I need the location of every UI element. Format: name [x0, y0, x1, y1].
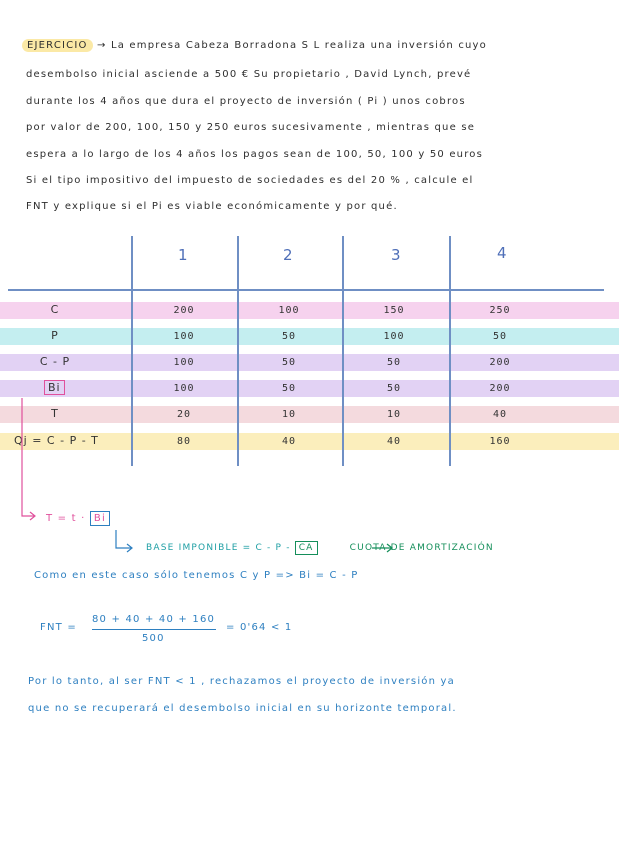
- table-cell: 50: [281, 357, 297, 368]
- row-label-c-p: C - P: [39, 355, 71, 368]
- problem-line-3: durante los 4 años que dura el proyecto de inversión ( Pi ) unos cobros: [26, 96, 466, 107]
- problem-line-7: FNT y explique si el Pi es viable económicamente y por qué.: [26, 201, 398, 212]
- table-cell: 100: [173, 331, 195, 342]
- table-cell: 40: [386, 436, 402, 447]
- table-cell: 50: [492, 331, 508, 342]
- table-cell: 50: [386, 383, 402, 394]
- row-label-t: T: [51, 407, 59, 420]
- row-label-qj: Qj = C - P - T: [14, 434, 99, 447]
- header-year-4: 4: [497, 244, 507, 262]
- table-cell: 40: [492, 409, 508, 420]
- conclusion-line-2: que no se recuperará el desembolso inicial en su horizonte temporal.: [28, 703, 457, 714]
- table-cell: 100: [278, 305, 300, 316]
- table-cell: 80: [176, 436, 192, 447]
- table-cell: 20: [176, 409, 192, 420]
- problem-line-2: desembolso inicial asciende a 500 € Su propietario , David Lynch, prevé: [26, 69, 472, 80]
- table-cell: 50: [281, 331, 297, 342]
- row-label-p: P: [51, 329, 59, 342]
- table-cell: 10: [386, 409, 402, 420]
- problem-line-4: por valor de 200, 100, 150 y 250 euros sucesivamente , mientras que se: [26, 122, 476, 133]
- header-year-2: 2: [283, 246, 293, 264]
- table-cell: 10: [281, 409, 297, 420]
- table-cell: 250: [489, 305, 511, 316]
- conclusion-line-1: Por lo tanto, al ser FNT < 1 , rechazamos el proyecto de inversión ya: [28, 676, 455, 687]
- base-line-suffix: CUOTA DE AMORTIZACIÓN: [349, 543, 494, 553]
- table-cell: 150: [383, 305, 405, 316]
- table-cell: 100: [383, 331, 405, 342]
- table-cell: 200: [489, 383, 511, 394]
- table-cell: 50: [386, 357, 402, 368]
- fnt-result: = 0'64 < 1: [226, 622, 293, 633]
- base-line-prefix: BASE IMPONIBLE = C - P -: [146, 543, 291, 553]
- tax-formula: [46, 513, 110, 524]
- table-cell: 40: [281, 436, 297, 447]
- header-year-3: 3: [391, 246, 401, 264]
- arrow-icon: →: [96, 40, 107, 51]
- fnt-denominator: 500: [142, 633, 165, 644]
- tax-formula-left: T = t ·: [46, 513, 86, 524]
- header-year-1: 1: [178, 246, 188, 264]
- table-cell: 100: [173, 383, 195, 394]
- base-line-box: CA: [295, 541, 318, 555]
- row-label-c: C: [50, 303, 60, 316]
- tax-formula-box: Bi: [90, 511, 110, 526]
- fnt-numerator: 80 + 40 + 40 + 160: [92, 614, 216, 625]
- problem-line-5: espera a lo largo de los 4 años los pagos sean de 100, 50, 100 y 50 euros: [26, 149, 484, 160]
- table-cell: 200: [173, 305, 195, 316]
- exercise-title: EJERCICIO: [22, 39, 93, 52]
- fnt-fraction-bar: [92, 629, 216, 630]
- base-imponible-line: [146, 543, 494, 553]
- problem-line-1: La empresa Cabeza Borradona S L realiza una inversión cuyo: [110, 40, 487, 51]
- table-cell: 200: [489, 357, 511, 368]
- table-cell: 100: [173, 357, 195, 368]
- table-cell: 50: [281, 383, 297, 394]
- row-label-bi: Bi: [44, 380, 65, 395]
- problem-line-6: Si el tipo impositivo del impuesto de sociedades es del 20 % , calcule el: [26, 175, 474, 186]
- fnt-label: FNT =: [40, 622, 77, 633]
- case-line: Como en este caso sólo tenemos C y P => Bi = C - P: [34, 570, 359, 581]
- table-cell: 160: [489, 436, 511, 447]
